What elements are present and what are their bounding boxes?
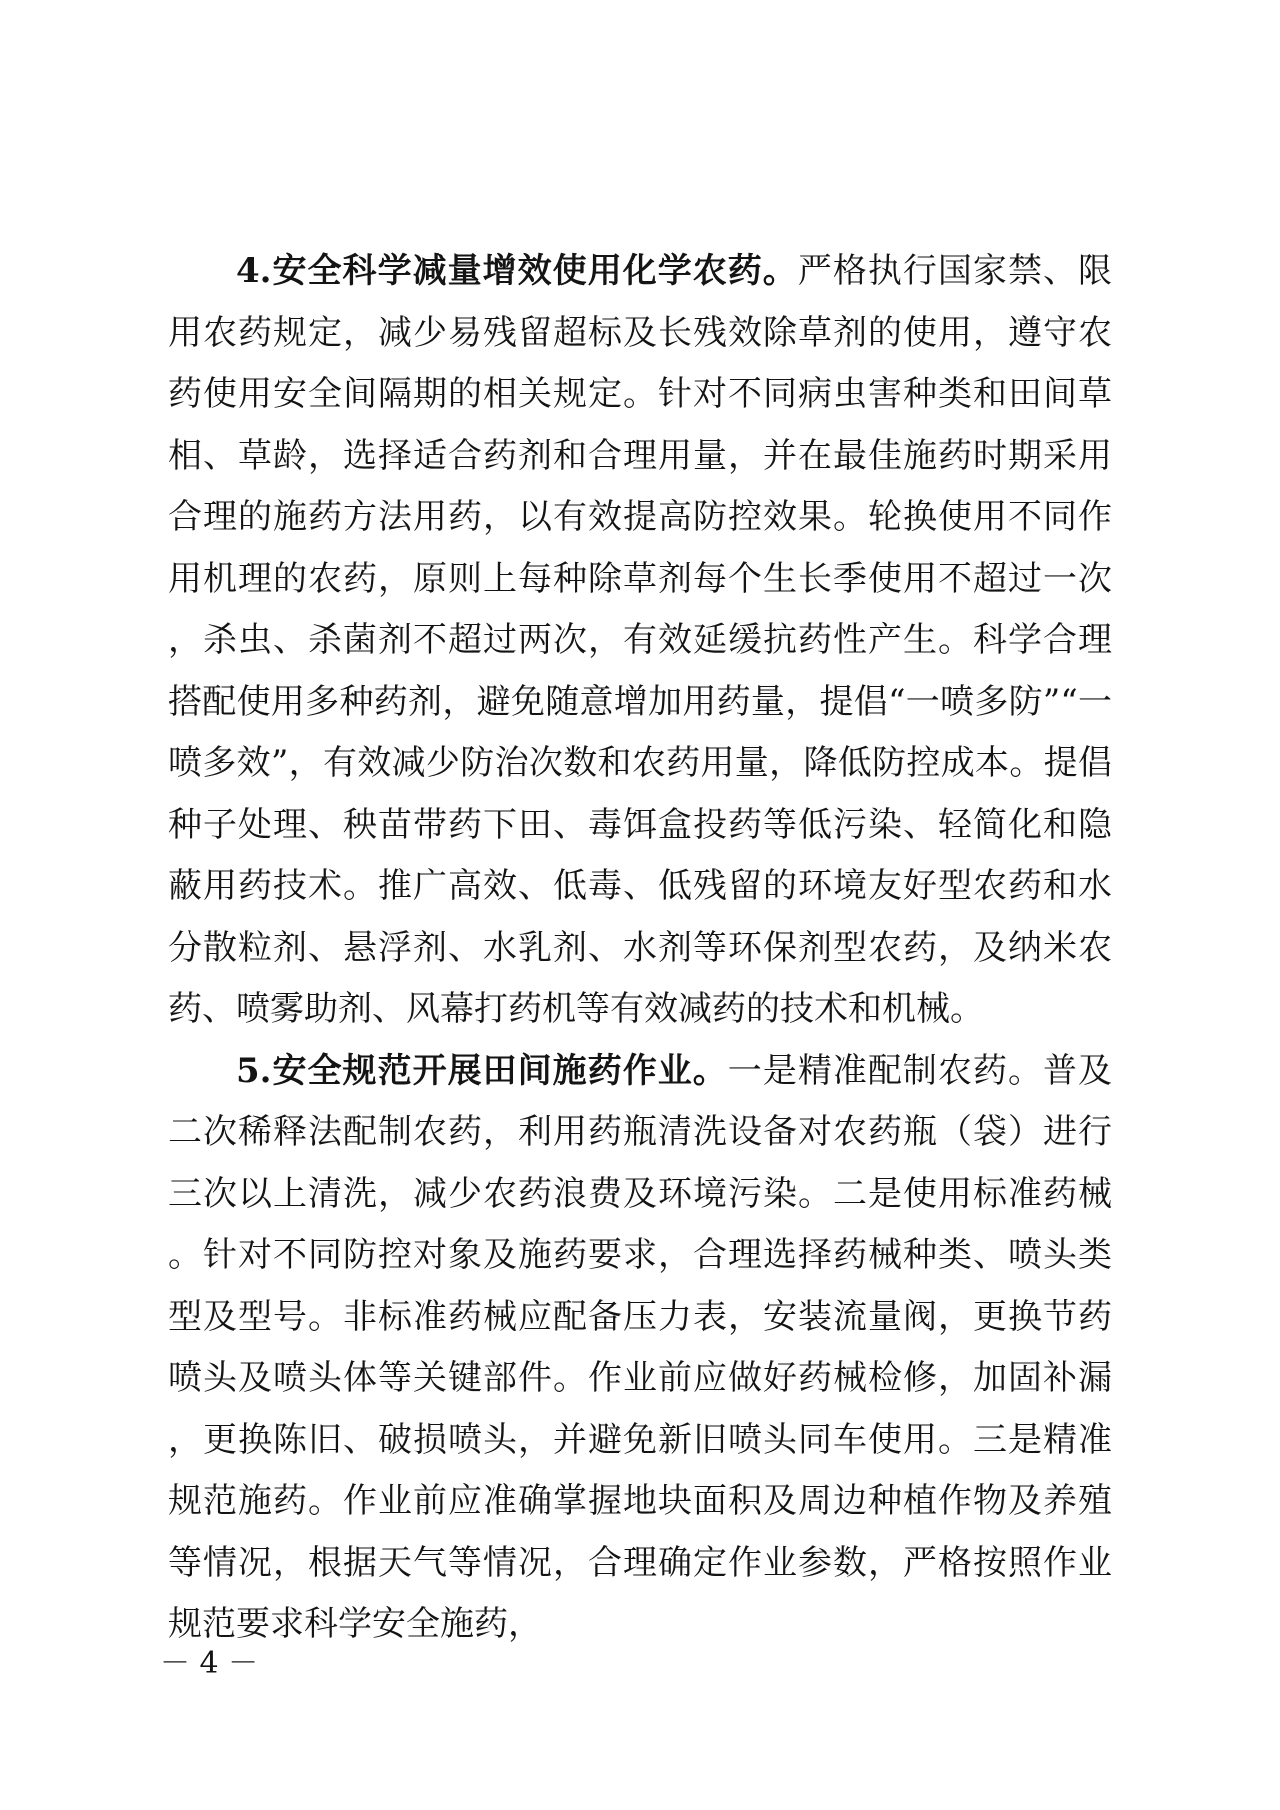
paragraph-5-heading: 5.安全规范开展田间施药作业。 [236,1050,728,1091]
paragraph-4-heading: 4.安全科学减量增效使用化学农药。 [236,251,798,291]
paragraph-5 [168,1041,1112,1656]
paragraph-4-text: 严格执行国家禁、限用农药规定，减少易残留超标及长残效除草剂的使用，遵守农药使用安全间隔期的相关规定。针对不同病虫害种类和田间草相、草龄，选择适合药剂和合理用量，并在最佳施药时期采用合理的施药方法用药，以有效提高防控效果。轮换使用不同作用机理的农药，原则上每种除草剂每个生长季使用不超过一次，杀虫、杀菌剂不超过两次，有效延缓抗药性产生。科学合理搭配使用多种药剂，避免随意增加用药量，提倡“一喷多防”“一喷多效”，有效减少防治次数和农药用量，降低防控成本。提倡种子处理、秧苗带药下田、毒饵盒投药等低污染、轻简化和隐蔽用药技术。推广高效、低毒、低残留的环境友好型农药和水分散粒剂、悬浮剂、水乳剂、水剂等环保剂型农药，及纳米农药、喷雾助剂、风幕打药机等有效减药的技术和机械。 [168,251,1112,1029]
page-number: － 4 － [160,1646,259,1681]
paragraph-4 [168,241,1112,1041]
document-body [168,241,1112,1656]
paragraph-5-text: 一是精准配制农药。普及二次稀释法配制农药，利用药瓶清洗设备对农药瓶（袋）进行三次以上清洗，减少农药浪费及环境污染。二是使用标准药械。针对不同防控对象及施药要求，合理选择药械种类、喷头类型及型号。非标准药械应配备压力表，安装流量阀，更换节药喷头及喷头体等关键部件。作业前应做好药械检修，加固补漏，更换陈旧、破损喷头，并避免新旧喷头同车使用。三是精准规范施药。作业前应准确掌握地块面积及周边种植作物及养殖等情况，根据天气等情况，合理确定作业参数，严格按照作业规范要求科学安全施药， [168,1050,1113,1644]
